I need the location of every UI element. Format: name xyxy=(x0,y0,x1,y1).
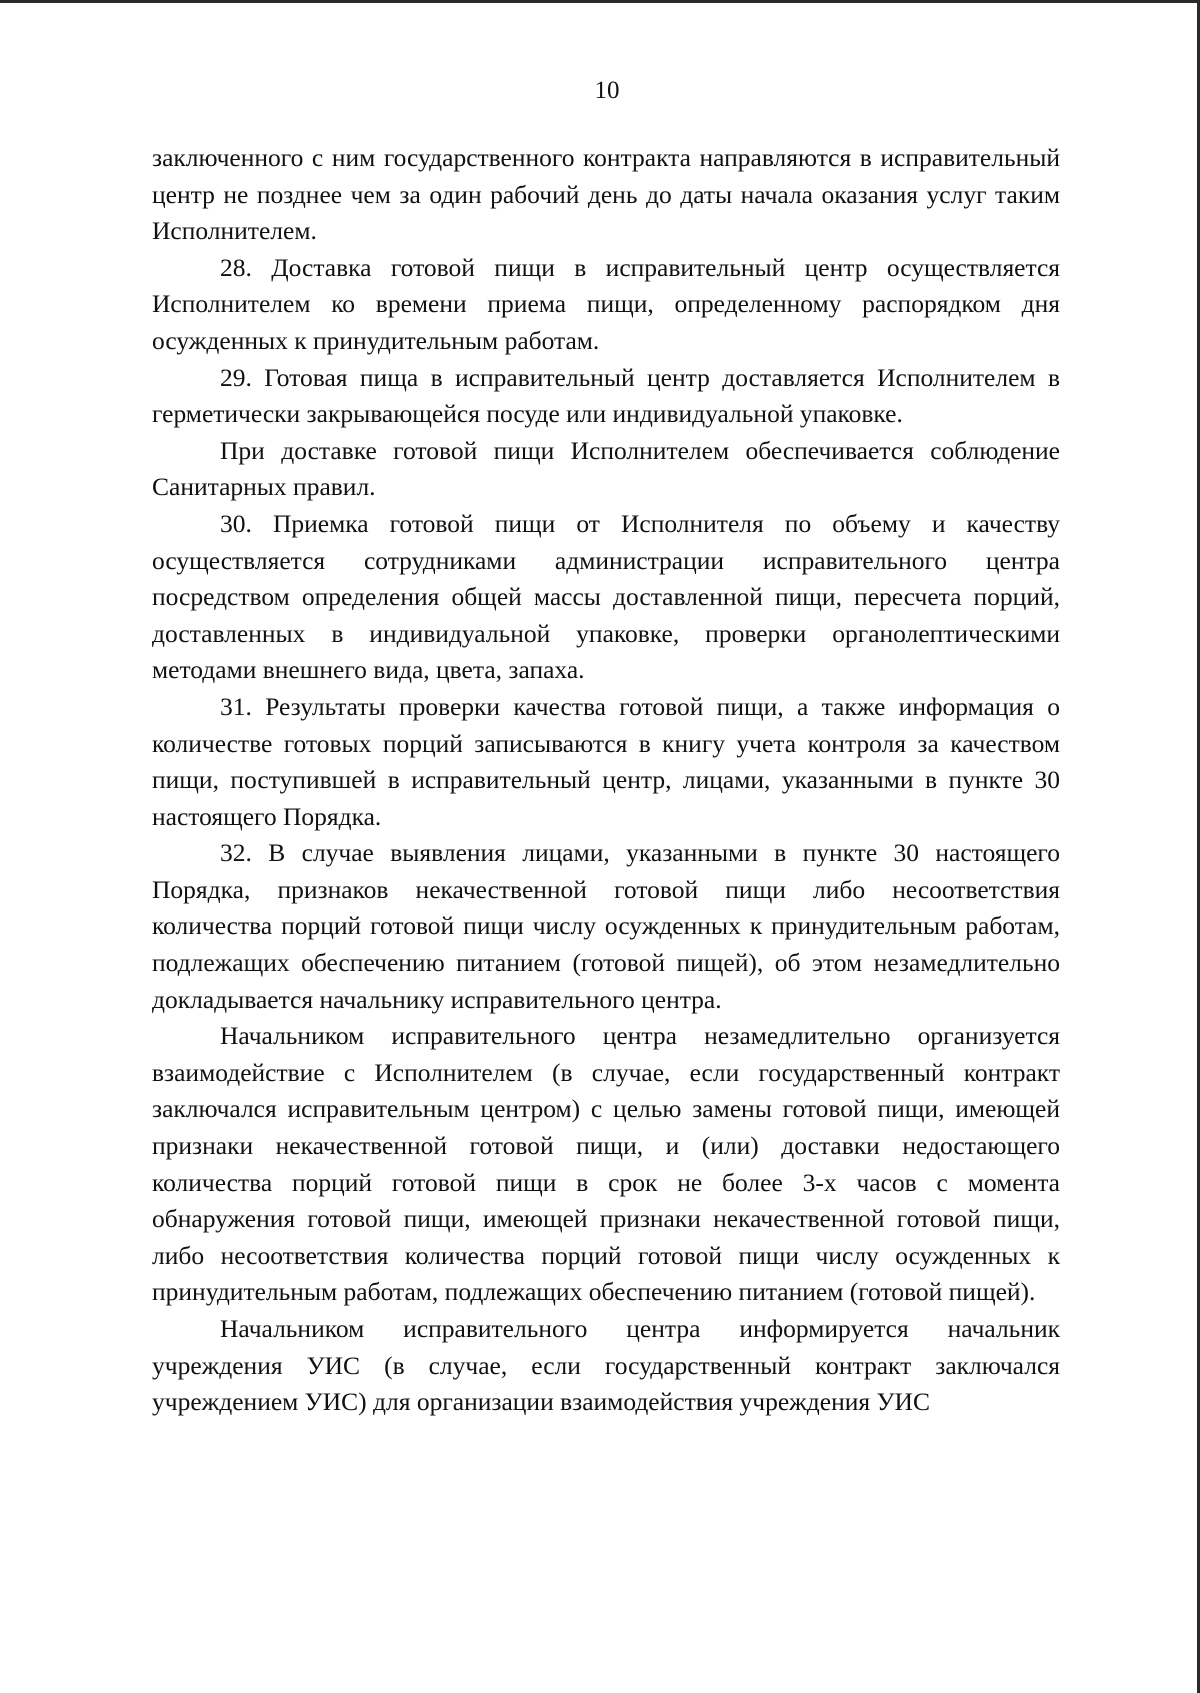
paragraph-sanitary-rules: При доставке готовой пищи Исполнителем обеспечивается соблюдение Санитарных правил. xyxy=(152,435,1060,502)
paragraph-item-29: 29. Готовая пища в исправительный центр доставляется Исполнителем в герметически закрывающейся посуде или индивидуальной упаковке. xyxy=(152,362,1060,429)
paragraph-item-31: 31. Результаты проверки качества готовой пищи, а также информация о количестве готовых порций записываются в книгу учета контроля за качеством пищи, поступившей в исправительный центр, лицами, указанными в пункте 30 настоящего Порядка. xyxy=(152,691,1060,831)
document-body xyxy=(152,140,1060,1421)
page-number: 10 xyxy=(594,77,620,104)
paragraph-continuation: заключенного с ним государственного контракта направляются в исправительный центр не позднее чем за один рабочий день до даты начала оказания услуг таким Исполнителем. xyxy=(152,143,1060,246)
paragraph-head-interaction: Начальником исправительного центра незамедлительно организуется взаимодействие с Исполнителем (в случае, если государственный контракт заключался исправительным центром) с целью замены готовой пищи, имеющей признаки некачественной готовой пищи, и (или) доставки недостающего количества порций готовой пищи в срок не более 3-х часов с момента обнаружения готовой пищи, имеющей признаки некачественной готовой пищи, либо несоответствия количества порций готовой пищи числу осужденных к принудительным работам, подлежащих обеспечению питанием (готовой пищей). xyxy=(152,1021,1060,1307)
paragraph-head-informs: Начальником исправительного центра информируется начальник учреждения УИС (в случае, если государственный контракт заключался учреждением УИС) для организации взаимодействия учреждения УИС xyxy=(152,1314,1060,1417)
paragraph-item-32: 32. В случае выявления лицами, указанными в пункте 30 настоящего Порядка, признаков некачественной готовой пищи либо несоответствия количества порций готовой пищи числу осужденных к принудительным работам, подлежащих обеспечению питанием (готовой пищей), об этом незамедлительно докладывается начальнику исправительного центра. xyxy=(152,838,1060,1014)
paragraph-item-28: 28. Доставка готовой пищи в исправительный центр осуществляется Исполнителем ко времени приема пищи, определенному распорядком дня осужденных к принудительным работам. xyxy=(152,252,1060,355)
paragraph-item-30: 30. Приемка готовой пищи от Исполнителя по объему и качеству осуществляется сотрудниками администрации исправительного центра посредством определения общей массы доставленной пищи, пересчета порций, доставленных в индивидуальной упаковке, проверки органолептическими методами внешнего вида, цвета, запаха. xyxy=(152,508,1060,685)
scan-edge-top xyxy=(0,0,1200,3)
